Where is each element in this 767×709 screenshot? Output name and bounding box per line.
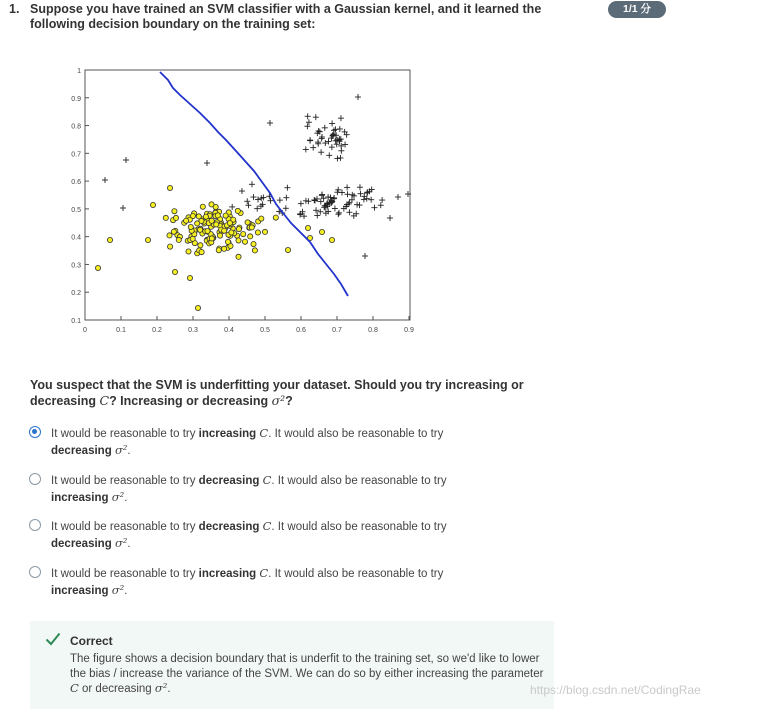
y-tick-label: 0.9 — [71, 95, 81, 103]
option-3-pre: It would be reasonable to try — [51, 521, 199, 533]
negative-point — [203, 214, 208, 219]
svm-decision-boundary-figure — [60, 60, 420, 342]
x-tick-label: 0.7 — [332, 327, 342, 334]
option-2-sigma: σ² — [111, 490, 125, 504]
negative-point — [172, 209, 177, 214]
x-tick-label: 0 — [83, 327, 87, 334]
negative-point — [199, 250, 204, 255]
negative-point — [236, 254, 241, 259]
negative-point — [145, 237, 150, 242]
negative-point — [223, 213, 228, 218]
negative-point — [215, 213, 220, 218]
watermark: https://blog.csdn.net/CodingRae — [530, 683, 701, 697]
x-tick-label: 0.1 — [116, 327, 126, 334]
negative-point — [248, 234, 253, 239]
negative-point — [262, 229, 267, 234]
option-1-verb1: increasing — [198, 428, 257, 440]
option-1-pre: It would be reasonable to try — [51, 428, 199, 440]
option-3-sigma: σ² — [114, 536, 128, 550]
option-4-pre: It would be reasonable to try — [51, 568, 199, 580]
negative-point — [186, 249, 191, 254]
x-tick-label: 0.2 — [152, 327, 162, 334]
negative-point — [213, 204, 218, 209]
option-1-end: . — [127, 445, 131, 457]
negative-point — [107, 237, 112, 242]
x-tick-label: 0.3 — [188, 327, 198, 334]
x-tick-label: 0.4 — [224, 327, 234, 334]
option-1-sigma: σ² — [114, 443, 128, 457]
negative-point — [188, 224, 193, 229]
negative-point — [195, 305, 200, 310]
option-3-verb1: decreasing — [198, 521, 260, 533]
option-2-mid: . It would also be reasonable to try — [271, 475, 447, 487]
negative-point — [329, 237, 334, 242]
prompt-text-3: ? — [285, 394, 293, 408]
option-4-verb2: increasing — [51, 585, 109, 597]
y-tick-label: 0.2 — [71, 290, 81, 298]
negative-point — [214, 222, 219, 227]
feedback-c: C — [70, 681, 79, 695]
y-tick-label: 0.5 — [71, 206, 81, 214]
negative-point — [252, 248, 257, 253]
negative-point — [198, 227, 203, 232]
x-tick-label: 0.5 — [260, 327, 270, 334]
option-4-text — [51, 565, 531, 599]
negative-point — [173, 215, 178, 220]
plot-axes-box — [85, 70, 410, 320]
x-tick-label: 0.6 — [296, 327, 306, 334]
negative-point — [227, 220, 232, 225]
negative-point — [249, 225, 254, 230]
negative-point — [319, 229, 324, 234]
option-3-end: . — [127, 538, 131, 550]
negative-point — [222, 246, 227, 251]
negative-point — [235, 208, 240, 213]
negative-point — [285, 247, 290, 252]
feedback-text — [70, 652, 545, 697]
feedback-panel — [30, 621, 554, 709]
option-1-text — [51, 425, 531, 459]
y-tick-label: 0.8 — [71, 123, 81, 131]
scatter-plot — [60, 60, 420, 342]
negative-point — [190, 236, 195, 241]
option-3-c: C — [262, 519, 272, 533]
option-3-verb2: decreasing — [51, 538, 112, 550]
negative-point — [255, 230, 260, 235]
negative-point — [184, 218, 189, 223]
y-tick-label: 0.6 — [71, 179, 81, 187]
negative-point — [163, 215, 168, 220]
prompt-text-1: You suspect that the SVM is underfitting your dataset. Should you try increasing or decreasing — [30, 378, 524, 408]
radio-option-3[interactable] — [29, 519, 41, 531]
option-4-verb1: increasing — [198, 568, 257, 580]
negative-point — [150, 202, 155, 207]
negative-point — [209, 236, 214, 241]
param-sigma: σ² — [271, 393, 286, 408]
negative-point — [198, 243, 203, 248]
option-4-sigma: σ² — [111, 583, 125, 597]
radio-option-4[interactable] — [29, 566, 41, 578]
option-2-verb2: increasing — [51, 492, 109, 504]
score-badge: 1/1 分 — [608, 1, 666, 18]
y-tick-label: 0.1 — [71, 318, 81, 325]
negative-point — [205, 229, 210, 234]
negative-point — [209, 218, 214, 223]
y-tick-label: 0.4 — [71, 234, 81, 242]
negative-point — [305, 225, 310, 230]
prompt-text-2: ? Increasing or decreasing — [109, 394, 272, 408]
feedback-text-1: The figure shows a decision boundary that is underfit to the training set, so we'd like to lower the bias / increase the variance of the SVM. We can do so by either increasing the parameter — [70, 653, 544, 680]
negative-point — [187, 275, 192, 280]
question-title: Suppose you have trained an SVM classifier with a Gaussian kernel, and it learned the following decision boundary on the training set: — [30, 2, 542, 31]
option-1-mid: . It would also be reasonable to try — [268, 428, 444, 440]
negative-point — [167, 233, 172, 238]
radio-option-2[interactable] — [29, 473, 41, 485]
option-3-text — [51, 518, 531, 552]
y-tick-label: 1 — [77, 68, 81, 75]
negative-point — [195, 221, 200, 226]
negative-point — [171, 229, 176, 234]
x-tick-label: 0.8 — [368, 327, 378, 334]
x-tick-label: 0.9 — [404, 327, 414, 334]
feedback-sigma: σ² — [154, 681, 168, 695]
negative-point — [217, 233, 222, 238]
negative-point — [216, 248, 221, 253]
option-3-mid: . It would also be reasonable to try — [271, 521, 447, 533]
option-2-c: C — [262, 473, 272, 487]
negative-point — [236, 238, 241, 243]
option-1-c: C — [259, 426, 269, 440]
option-2-verb1: decreasing — [198, 475, 260, 487]
option-2-text — [51, 472, 531, 506]
question-number: 1. — [9, 2, 20, 16]
negative-point — [172, 269, 177, 274]
option-2-pre: It would be reasonable to try — [51, 475, 199, 487]
negative-point — [225, 239, 230, 244]
negative-point — [251, 242, 256, 247]
feedback-text-2: or decreasing — [78, 683, 155, 695]
negative-point — [245, 220, 250, 225]
negative-point — [167, 185, 172, 190]
radio-option-1[interactable] — [29, 426, 41, 438]
option-4-mid: . It would also be reasonable to try — [268, 568, 444, 580]
negative-point — [273, 215, 278, 220]
checkmark-icon — [45, 632, 61, 646]
negative-point — [168, 244, 173, 249]
option-4-c: C — [259, 566, 269, 580]
negative-point — [222, 228, 227, 233]
y-tick-label: 0.7 — [71, 151, 81, 159]
negative-point — [176, 237, 181, 242]
feedback-title: Correct — [70, 634, 113, 648]
option-1-verb2: decreasing — [51, 445, 112, 457]
negative-point — [236, 227, 241, 232]
negative-point — [242, 239, 247, 244]
negative-point — [95, 265, 100, 270]
option-4-end: . — [124, 585, 128, 597]
negative-point — [241, 232, 246, 237]
negative-point — [229, 230, 234, 235]
negative-point — [259, 216, 264, 221]
option-2-end: . — [124, 492, 128, 504]
y-tick-label: 0.3 — [71, 262, 81, 270]
feedback-text-3: . — [167, 683, 171, 695]
param-c: C — [99, 393, 110, 408]
negative-point — [200, 204, 205, 209]
question-prompt — [30, 378, 550, 409]
